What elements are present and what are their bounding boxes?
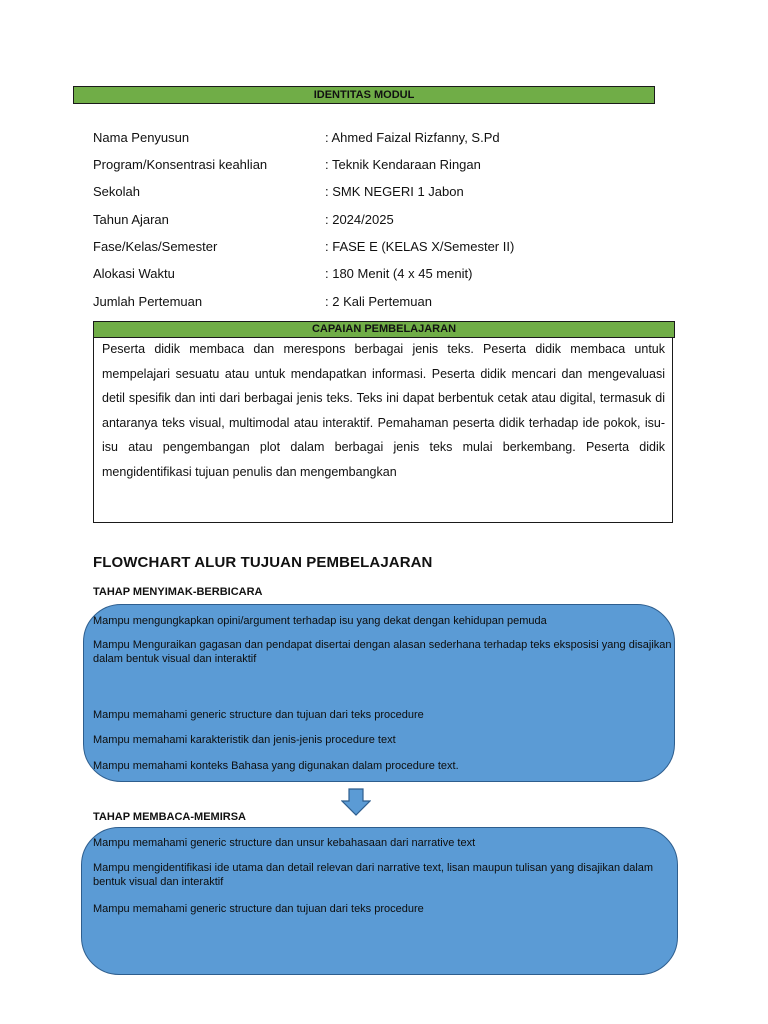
identity-value-tahun-ajaran: : 2024/2025 [325,212,394,227]
identity-value-sekolah: : SMK NEGERI 1 Jabon [325,184,464,199]
down-arrow-icon [341,788,371,816]
identity-value-nama-penyusun: : Ahmed Faizal Rizfanny, S.Pd [325,130,500,145]
identity-value-jumlah-pertemuan: : 2 Kali Pertemuan [325,294,432,309]
flowchart-title: FLOWCHART ALUR TUJUAN PEMBELAJARAN [93,554,433,571]
identity-label-alokasi-waktu: Alokasi Waktu [93,266,175,281]
identity-label-program: Program/Konsentrasi keahlian [93,157,268,172]
stage1-goal-5: Mampu memahami konteks Bahasa yang digunakan dalam procedure text. [93,760,459,772]
stage1-goal-2: Mampu Menguraikan gagasan dan pendapat disertai dengan alasan sederhana terhadap teks eksposisi yang disajikan dalam bentuk visual dan interaktif [93,639,672,665]
identity-value-fase: : FASE E (KELAS X/Semester II) [325,239,515,254]
stage2-goal-3: Mampu memahami generic structure dan tujuan dari teks procedure [93,903,424,915]
stage2-title: TAHAP MEMBACA-MEMIRSA [93,811,246,823]
stage2-goal-2: Mampu mengidentifikasi ide utama dan detail relevan dari narrative text, lisan maupun tulisan yang disajikan dalam bentuk visual dan interaktif [93,862,654,888]
identity-label-tahun-ajaran: Tahun Ajaran [93,212,169,227]
identity-label-nama-penyusun: Nama Penyusun [93,130,190,145]
identity-value-alokasi-waktu: : 180 Menit (4 x 45 menit) [325,266,473,281]
stage1-goal-1: Mampu mengungkapkan opini/argument terhadap isu yang dekat dengan kehidupan pemuda [93,615,547,627]
capaian-pembelajaran-box [93,337,673,523]
stage1-title: TAHAP MENYIMAK-BERBICARA [93,586,263,598]
identity-value-program: : Teknik Kendaraan Ringan [325,157,481,172]
identity-label-jumlah-pertemuan: Jumlah Pertemuan [93,294,203,309]
stage1-box [83,604,675,782]
capaian-pembelajaran-text: Peserta didik membaca dan merespons berbagai jenis teks. Peserta didik membaca untuk mempelajari sesuatu atau untuk mendapatkan informasi. Peserta didik mencari dan mengevaluasi detil spesifik dan inti dari berbagai jenis teks. Teks ini dapat berbentuk cetak atau digital, termasuk di antaranya teks visual, multimodal atau interaktif. Pemahaman peserta didik terhadap ide pokok, isu-isu atau pengembangan plot dalam berbagai jenis teks mulai berkembang. Peserta didik mengidentifikasi tujuan penulis dan mengembangkan [102,342,665,479]
stage1-goal-4: Mampu memahami karakteristik dan jenis-jenis procedure text [93,734,396,746]
identitas-modul-header: IDENTITAS MODUL [73,86,655,104]
identity-label-fase: Fase/Kelas/Semester [93,239,218,254]
capaian-pembelajaran-header: CAPAIAN PEMBELAJARAN [93,321,675,338]
identity-label-sekolah: Sekolah [93,184,140,199]
stage1-goal-3: Mampu memahami generic structure dan tujuan dari teks procedure [93,709,424,721]
stage2-goal-1: Mampu memahami generic structure dan unsur kebahasaan dari narrative text [93,837,476,849]
